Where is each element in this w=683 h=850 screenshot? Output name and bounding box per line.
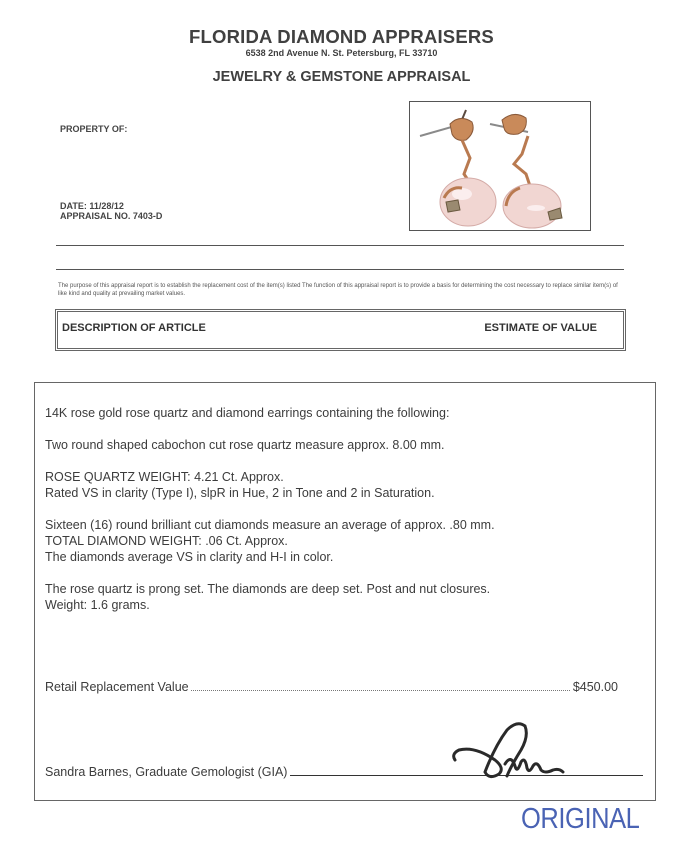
- description-line: TOTAL DIAMOND WEIGHT: .06 Ct. Approx.: [45, 534, 288, 548]
- appraisal-number-value: 7403-D: [132, 211, 163, 221]
- description-line: Weight: 1.6 grams.: [45, 598, 150, 612]
- property-line-2: [56, 269, 624, 270]
- signer-name: Sandra Barnes, Graduate Gemologist (GIA): [45, 765, 288, 779]
- item-photo: [409, 101, 591, 231]
- retail-replacement-value-row: [45, 680, 618, 694]
- appraisal-number-field: [60, 211, 162, 221]
- right-nut: [502, 114, 526, 134]
- retail-replacement-value-amount: $450.00: [572, 680, 618, 694]
- signature-scribble: [445, 716, 575, 782]
- description-line: 14K rose gold rose quartz and diamond earrings containing the following:: [45, 406, 450, 420]
- description-header: [55, 309, 626, 351]
- date-field: [60, 201, 124, 211]
- leader-dots: [191, 690, 570, 691]
- left-diamond-cluster: [446, 200, 460, 212]
- estimate-column-header: ESTIMATE OF VALUE: [484, 322, 597, 334]
- left-quartz-highlight: [452, 188, 472, 200]
- property-of-label: PROPERTY OF:: [60, 124, 128, 134]
- description-line: Sixteen (16) round brilliant cut diamonds measure an average of approx. .80 mm.: [45, 518, 495, 532]
- description-column-header: DESCRIPTION OF ARTICLE: [62, 322, 206, 334]
- purpose-statement: The purpose of this appraisal report is to establish the replacement cost of the item(s) listed The function of this appraisal report is to provide a basis for determining the cost necessary to replace similar item(s) of like kind and quality at prevailing market values.: [58, 283, 618, 297]
- property-line-1: [56, 245, 624, 246]
- earrings-illustration: [410, 102, 590, 230]
- description-line: The rose quartz is prong set. The diamonds are deep set. Post and nut closures.: [45, 582, 491, 596]
- description-line: The diamonds average VS in clarity and H-I in color.: [45, 550, 334, 564]
- description-line: ROSE QUARTZ WEIGHT: 4.21 Ct. Approx.: [45, 470, 284, 484]
- signature-stroke-2: [505, 759, 563, 772]
- left-nut: [450, 118, 473, 140]
- appraisal-number-label: APPRAISAL NO.: [60, 211, 131, 221]
- company-address: 6538 2nd Avenue N. St. Petersburg, FL 33710: [245, 48, 438, 58]
- date-value: 11/28/12: [89, 201, 124, 211]
- description-line: Two round shaped cabochon cut rose quartz measure approx. 8.00 mm.: [45, 438, 445, 452]
- description-line: Rated VS in clarity (Type I), slpR in Hue, 2 in Tone and 2 in Saturation.: [45, 486, 435, 500]
- retail-replacement-value-label: Retail Replacement Value: [45, 680, 189, 694]
- company-name: FLORIDA DIAMOND APPRAISERS: [189, 26, 494, 47]
- original-stamp: ORIGINAL: [521, 803, 640, 835]
- date-label: DATE:: [60, 201, 87, 211]
- right-quartz-highlight: [527, 205, 545, 211]
- document-title: JEWELRY & GEMSTONE APPRAISAL: [212, 69, 471, 85]
- handwritten-signature: [445, 716, 575, 782]
- right-dangle: [514, 136, 530, 186]
